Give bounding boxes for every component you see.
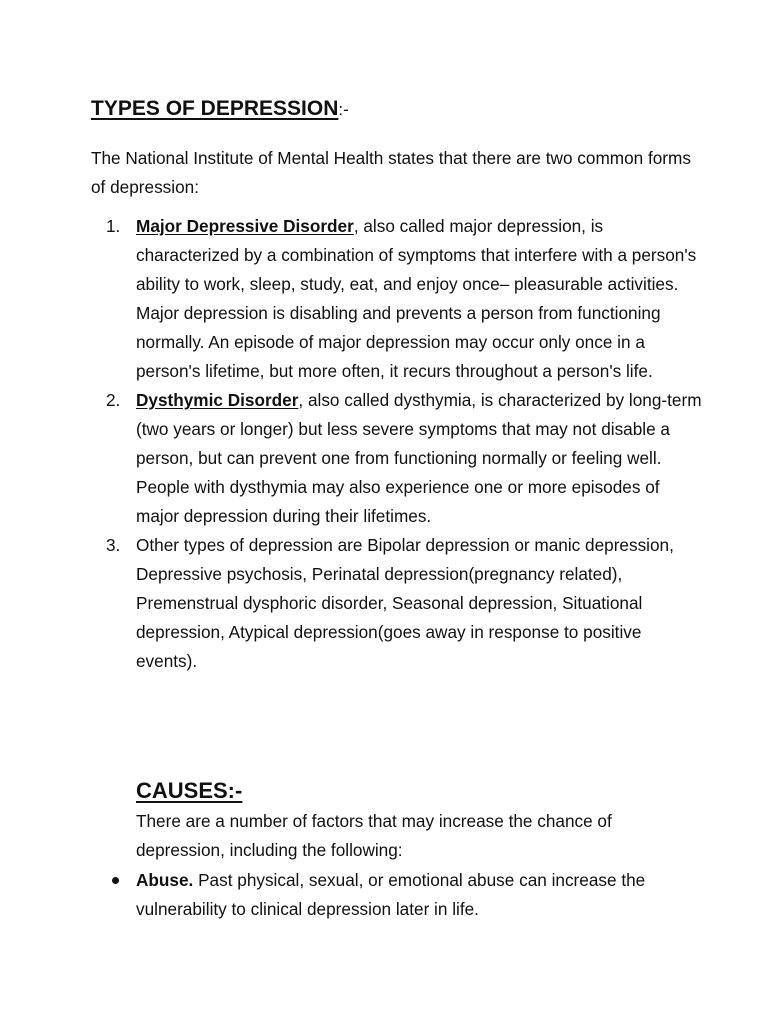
list-item bbox=[112, 866, 712, 924]
list-item bbox=[106, 386, 706, 531]
types-list bbox=[106, 212, 706, 676]
list-text: Other types of depression are Bipolar depression or manic depression, Depressive psychosis, Perinatal depression(pregnancy related), Premenstrual dysphoric disorder, Seasonal depression, Situational depression, Atypical depression(goes away in response to positive events). bbox=[136, 535, 674, 671]
page-title-text: TYPES OF DEPRESSION bbox=[91, 97, 339, 120]
page-title-suffix: :- bbox=[338, 100, 349, 119]
bullet-icon bbox=[112, 877, 119, 884]
list-number: 2. bbox=[106, 390, 121, 410]
intro-paragraph: The National Institute of Mental Health states that there are two common forms of depression: bbox=[91, 148, 691, 197]
causes-heading: CAUSES:- bbox=[136, 778, 243, 803]
list-number: 1. bbox=[106, 216, 121, 236]
term: Major Depressive Disorder bbox=[136, 216, 354, 236]
list-item bbox=[106, 531, 706, 676]
list-item bbox=[106, 212, 706, 386]
term: Dysthymic Disorder bbox=[136, 390, 299, 410]
list-number: 3. bbox=[106, 535, 121, 555]
causes-intro: There are a number of factors that may increase the chance of depression, including the following: bbox=[136, 811, 612, 860]
list-text: , also called dysthymia, is characterized by long-term (two years or longer) but less severe symptoms that may not disable a person, but can prevent one from functioning normally or feeling well. People with dysthymia may also experience one or more episodes of major depression during their lifetimes. bbox=[136, 390, 702, 526]
cause-text: Past physical, sexual, or emotional abuse can increase the vulnerability to clinical depression later in life. bbox=[136, 870, 646, 919]
list-text: , also called major depression, is characterized by a combination of symptoms that interfere with a person's ability to work, sleep, study, eat, and enjoy once– pleasurable activities. Major depression is disabling and prevents a person from functioning normally. An episode of major depression may occur only once in a person's lifetime, but more often, it recurs throughout a person's life. bbox=[136, 216, 697, 381]
causes-list bbox=[112, 866, 712, 924]
cause-term: Abuse. bbox=[136, 870, 194, 890]
page-title bbox=[91, 94, 349, 125]
